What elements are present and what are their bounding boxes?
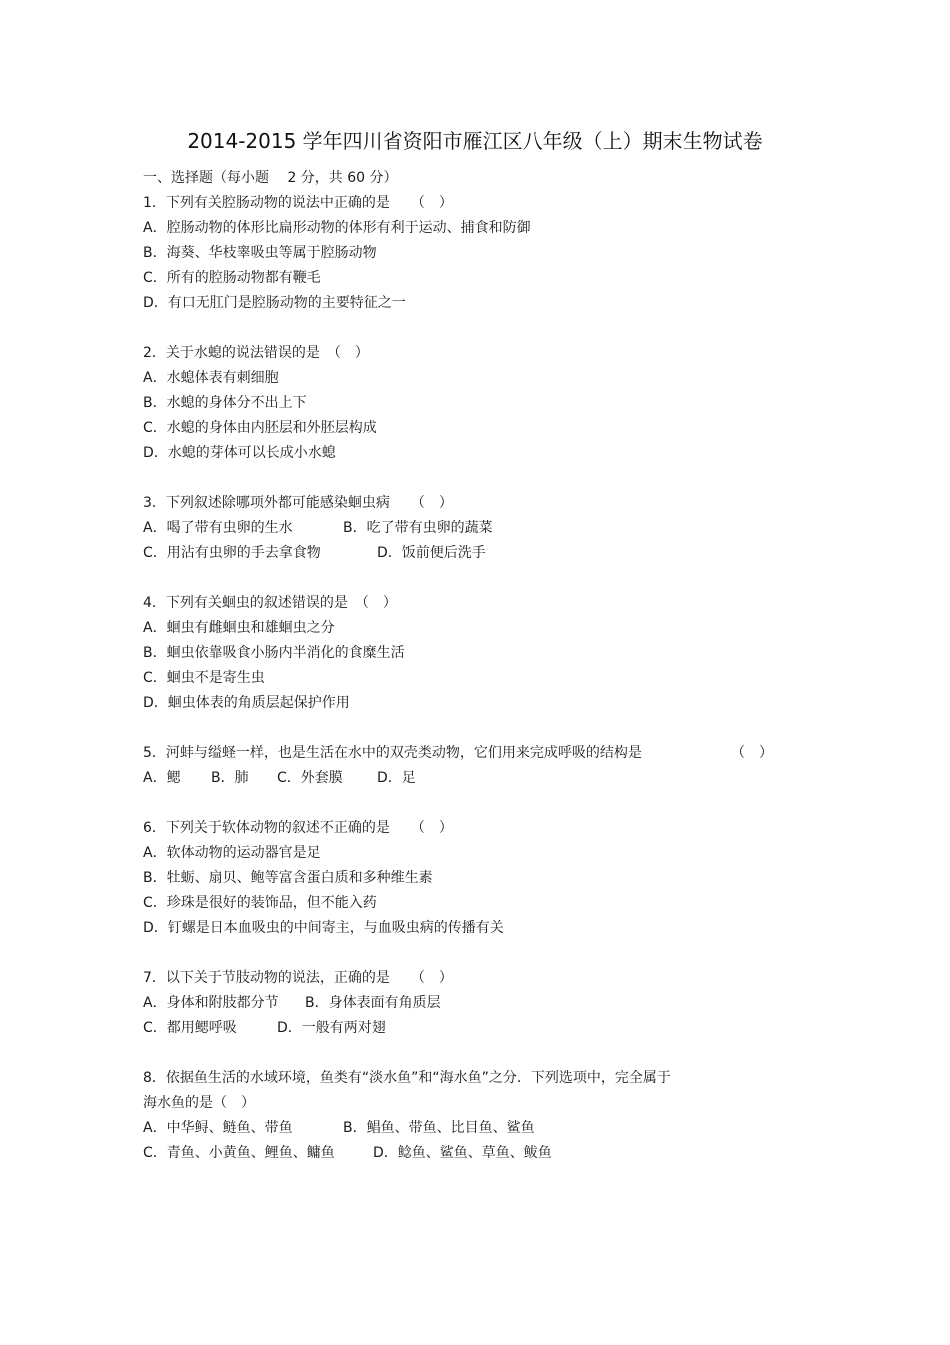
question-4-stem: 4．下列有关蛔虫的叙述错误的是 （ ） <box>143 595 397 611</box>
question-3-option-a: A．喝了带有虫卵的生水 <box>143 520 293 536</box>
question-8-option-row-2 <box>143 1143 552 1163</box>
question-8-option-b: B．鲳鱼、带鱼、比目鱼、鲨鱼 <box>343 1120 535 1136</box>
question-6-option-d: D．钉螺是日本血吸虫的中间寄主，与血吸虫病的传播有关 <box>143 920 504 936</box>
question-1-option-d: D．有口无肛门是腔肠动物的主要特征之一 <box>143 295 406 311</box>
question-8-stem: 8．依据鱼生活的水域环境，鱼类有“淡水鱼”和“海水鱼”之分．下列选项中，完全属于 <box>143 1070 671 1086</box>
question-7-option-row-2 <box>143 1018 386 1038</box>
question-7-option-c: C．都用鳃呼吸 <box>143 1020 237 1036</box>
question-6-option-b: B．牡蛎、扇贝、鲍等富含蛋白质和多种维生素 <box>143 870 433 886</box>
question-5-option-a: A．鳃 <box>143 770 181 786</box>
question-2-option-c: C．水螅的身体由内胚层和外胚层构成 <box>143 420 377 436</box>
question-8-option-d: D．鲶鱼、鲨鱼、草鱼、鲅鱼 <box>373 1145 552 1161</box>
question-2-option-a: A．水螅体表有刺细胞 <box>143 370 279 386</box>
question-5-option-c: C．外套膜 <box>277 770 343 786</box>
question-2-option-b: B．水螅的身体分不出上下 <box>143 395 307 411</box>
question-3-option-row-2 <box>143 543 486 563</box>
question-3-option-c: C．用沾有虫卵的手去拿食物 <box>143 545 321 561</box>
question-4-option-a: A．蛔虫有雌蛔虫和雄蛔虫之分 <box>143 620 335 636</box>
question-4-option-c: C．蛔虫不是寄生虫 <box>143 670 265 686</box>
question-8-option-c: C．青鱼、小黄鱼、鲤鱼、鳙鱼 <box>143 1145 335 1161</box>
question-6-option-c: C．珍珠是很好的装饰品，但不能入药 <box>143 895 377 911</box>
question-3-option-d: D．饭前便后洗手 <box>377 545 486 561</box>
question-8-stem-continued: 海水鱼的是（ ） <box>143 1095 255 1111</box>
question-3-stem: 3．下列叙述除哪项外都可能感染蛔虫病 （ ） <box>143 495 453 511</box>
question-2-option-d: D．水螅的芽体可以长成小水螅 <box>143 445 336 461</box>
question-4-option-d: D．蛔虫体表的角质层起保护作用 <box>143 695 350 711</box>
question-6-stem: 6．下列关于软体动物的叙述不正确的是 （ ） <box>143 820 453 836</box>
question-7-stem: 7．以下关于节肢动物的说法，正确的是 （ ） <box>143 970 453 986</box>
question-6-option-a: A．软体动物的运动器官是足 <box>143 845 321 861</box>
question-5-option-d: D．足 <box>377 770 416 786</box>
question-5-option-row <box>143 768 416 788</box>
question-1-option-b: B．海葵、华枝睾吸虫等属于腔肠动物 <box>143 245 377 261</box>
question-3-option-row-1 <box>143 518 493 538</box>
question-5-answer-paren: （ ） <box>731 745 773 761</box>
question-3-option-b: B．吃了带有虫卵的蔬菜 <box>343 520 493 536</box>
question-5-stem: 5．河蚌与缢蛏一样，也是生活在水中的双壳类动物，它们用来完成呼吸的结构是 <box>143 745 642 761</box>
question-8-option-row-1 <box>143 1118 535 1138</box>
question-1-option-a: A．腔肠动物的体形比扁形动物的体形有利于运动、捕食和防御 <box>143 220 531 236</box>
question-4-option-b: B．蛔虫依靠吸食小肠内半消化的食糜生活 <box>143 645 405 661</box>
question-7-option-d: D．一般有两对翅 <box>277 1020 386 1036</box>
question-2-stem: 2．关于水螅的说法错误的是 （ ） <box>143 345 369 361</box>
question-1-option-c: C．所有的腔肠动物都有鞭毛 <box>143 270 321 286</box>
question-5-stem-row <box>143 743 773 763</box>
question-7-option-row-1 <box>143 993 441 1013</box>
question-8-option-a: A．中华鲟、鲢鱼、带鱼 <box>143 1120 293 1136</box>
question-5-option-b: B．肺 <box>211 770 249 786</box>
section-heading: 一、选择题（每小题 2 分，共 60 分） <box>143 170 398 186</box>
question-7-option-b: B．身体表面有角质层 <box>305 995 441 1011</box>
question-1-stem: 1．下列有关腔肠动物的说法中正确的是 （ ） <box>143 195 453 211</box>
page-title: 2014-2015 学年四川省资阳市雁江区八年级（上）期末生物试卷 <box>187 129 763 153</box>
question-7-option-a: A．身体和附肢都分节 <box>143 995 279 1011</box>
